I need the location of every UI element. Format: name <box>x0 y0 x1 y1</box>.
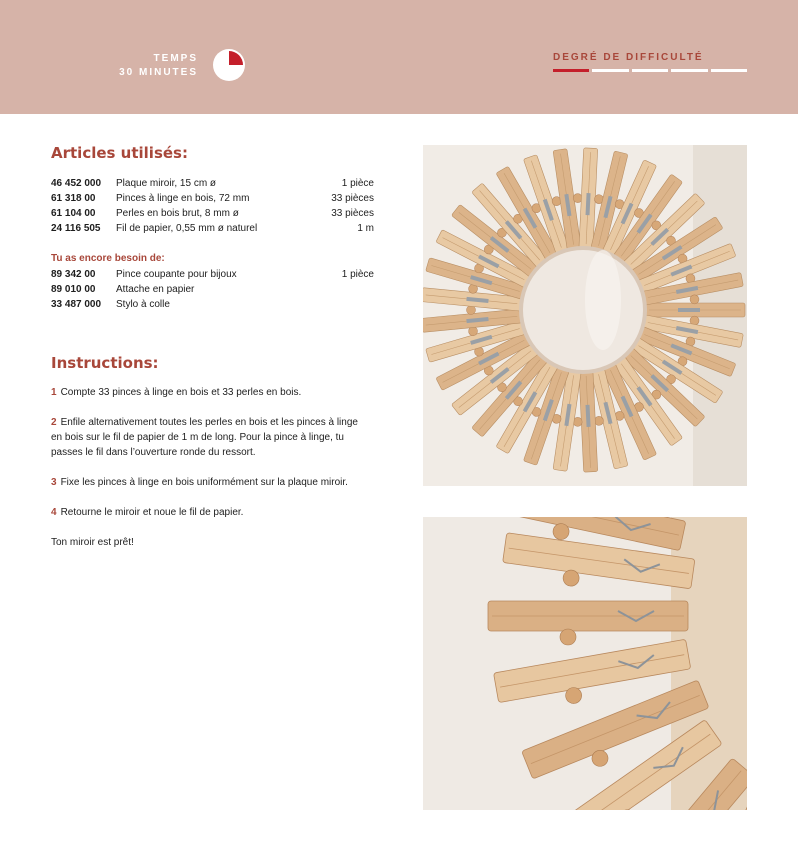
article-row <box>51 206 374 221</box>
article-description: Attache en papier <box>116 284 195 295</box>
step-number: 1 <box>51 387 57 398</box>
extra-items-list <box>51 267 374 312</box>
instruction-step <box>51 415 371 460</box>
article-code: 33 487 000 <box>51 299 102 310</box>
article-code: 46 452 000 <box>51 178 102 189</box>
step-number: 2 <box>51 417 57 428</box>
article-description: Pince coupante pour bijoux <box>116 269 237 280</box>
difficulty-segment <box>711 69 747 72</box>
article-row <box>51 176 374 191</box>
article-quantity: 33 pièces <box>331 193 374 204</box>
time-value: 30 MINUTES <box>119 67 198 78</box>
clock-pie-icon <box>212 48 246 82</box>
clothespin-closeup-illustration <box>423 517 747 810</box>
article-row <box>51 282 374 297</box>
difficulty-segment <box>592 69 628 72</box>
step-text: Retourne le miroir et noue le fil de papier. <box>60 507 244 518</box>
closing-text: Ton miroir est prêt! <box>51 537 134 548</box>
article-description: Stylo à colle <box>116 299 170 310</box>
instructions-list <box>51 385 371 565</box>
article-quantity: 1 m <box>357 223 374 234</box>
difficulty-segment <box>553 69 589 72</box>
article-row <box>51 191 374 206</box>
step-number: 3 <box>51 477 57 488</box>
step-text: Compte 33 pinces à linge en bois et 33 perles en bois. <box>60 387 302 398</box>
article-code: 61 104 00 <box>51 208 96 219</box>
article-code: 89 342 00 <box>51 269 96 280</box>
difficulty-meter <box>553 69 747 72</box>
article-code: 61 318 00 <box>51 193 96 204</box>
article-quantity: 1 pièce <box>341 269 374 280</box>
step-text: Fixe les pinces à linge en bois uniformément sur la plaque miroir. <box>60 477 348 488</box>
instruction-step <box>51 505 371 520</box>
article-row <box>51 221 374 236</box>
time-block <box>119 52 198 80</box>
instructions-title: Instructions: <box>51 354 159 372</box>
instruction-step <box>51 385 371 400</box>
header-band <box>0 0 798 114</box>
mirror-closeup-photo <box>423 517 747 810</box>
difficulty-segment <box>632 69 668 72</box>
article-description: Perles en bois brut, 8 mm ø <box>116 208 239 219</box>
mirror-sunburst-illustration <box>423 145 747 486</box>
article-row <box>51 267 374 282</box>
difficulty-segment <box>671 69 707 72</box>
instruction-step <box>51 475 371 490</box>
articles-title: Articles utilisés: <box>51 144 188 162</box>
difficulty-label: DEGRÉ DE DIFFICULTÉ <box>553 52 704 63</box>
article-code: 89 010 00 <box>51 284 96 295</box>
article-quantity: 1 pièce <box>341 178 374 189</box>
step-number: 4 <box>51 507 57 518</box>
step-text: Enfile alternativement toutes les perles en bois et les pinces à linge en bois sur le fil de papier de 1 m de long. Pour la pince à linge, tu passes le fil dans l’ouverture ronde du ressort. <box>51 417 358 458</box>
article-quantity: 33 pièces <box>331 208 374 219</box>
articles-list <box>51 176 374 236</box>
extra-items-title: Tu as encore besoin de: <box>51 253 165 264</box>
time-label: TEMPS <box>153 53 198 64</box>
difficulty-block <box>553 52 747 72</box>
article-description: Pinces à linge en bois, 72 mm <box>116 193 250 204</box>
article-description: Fil de papier, 0,55 mm ø naturel <box>116 223 258 234</box>
article-description: Plaque miroir, 15 cm ø <box>116 178 217 189</box>
article-code: 24 116 505 <box>51 223 101 234</box>
article-row <box>51 297 374 312</box>
mirror-photo <box>423 145 747 486</box>
